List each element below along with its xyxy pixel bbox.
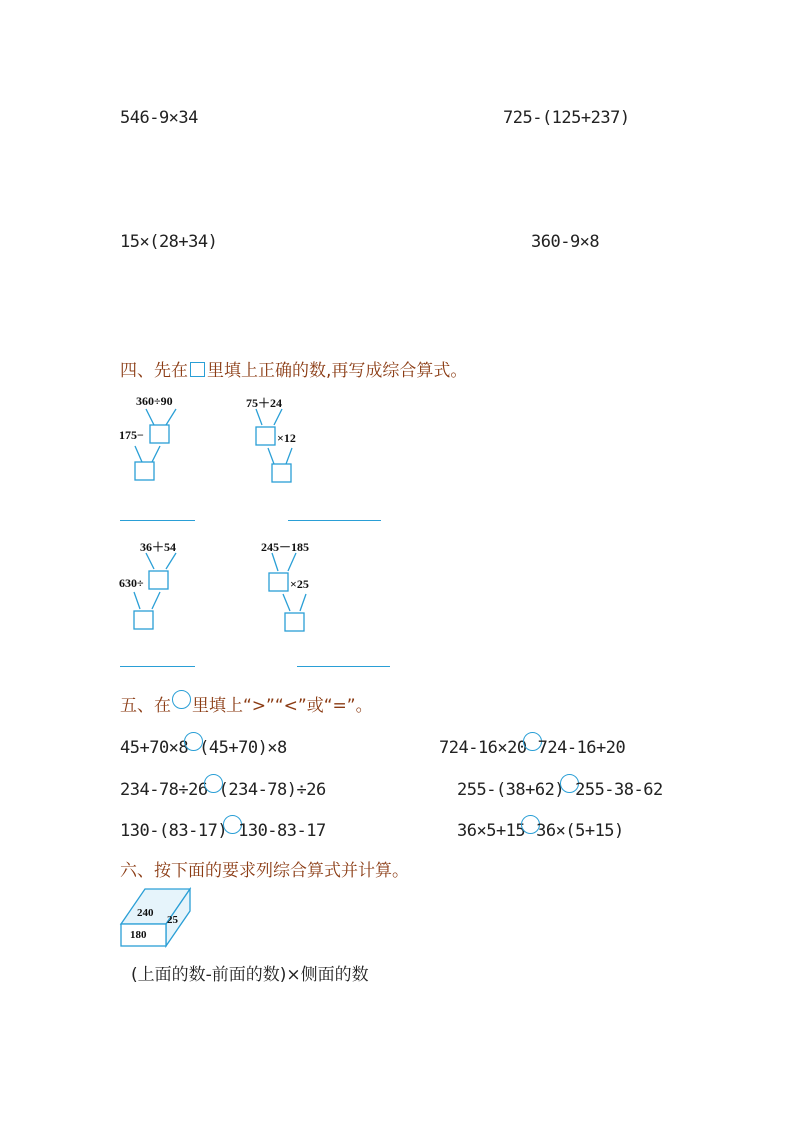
section6-heading: 六、按下面的要求列综合算式并计算。 (120, 861, 409, 881)
section5-heading-pre: 五、在 (120, 696, 171, 716)
tree3-left-operand: 630÷ (119, 576, 144, 590)
compare-left-expr: 130-(83-17) (120, 821, 228, 841)
section5-heading-post: 里填上“>”“<”或“=”。 (192, 696, 373, 716)
compare-right-expr: 724-16+20 (537, 738, 626, 758)
tree3-top-expr: 36＋54 (140, 540, 177, 554)
expression-4: 360-9×8 (531, 232, 600, 252)
tree1-left-operand: 175− (119, 428, 144, 442)
cuboid-side-number: 25 (167, 914, 178, 926)
cuboid-front-number: 180 (130, 929, 147, 941)
compare-right-expr: 130-83-17 (238, 821, 326, 841)
tree2-right-operand: ×12 (277, 431, 296, 445)
section6-requirement: (上面的数-前面的数)×侧面的数 (131, 965, 369, 985)
expression-3: 15×(28+34) (120, 232, 218, 252)
compare-right-expr: (234-78)÷26 (218, 780, 326, 800)
expression-1: 546-9×34 (120, 108, 198, 128)
tree4-top-expr: 245－185 (261, 540, 310, 554)
compare-left-expr: 234-78÷26 (120, 780, 208, 800)
compare-left-expr: 724-16×20 (439, 738, 527, 758)
cuboid-top-number: 240 (137, 907, 154, 919)
section4-heading-pre: 四、先在 (120, 361, 188, 381)
tree4-right-operand: ×25 (290, 577, 309, 591)
compare-left-expr: 45+70×8 (120, 738, 189, 758)
compare-right-expr: (45+70)×8 (199, 738, 287, 758)
compare-left-expr: 255-(38+62) (457, 780, 565, 800)
tree2-top-expr: 75＋24 (246, 396, 283, 410)
compare-right-expr: 36×(5+15) (536, 821, 624, 841)
compare-right-expr: 255-38-62 (575, 780, 663, 800)
compare-left-expr: 36×5+15 (457, 821, 526, 841)
tree1-top-expr: 360÷90 (136, 394, 173, 408)
expression-2: 725-(125+237) (503, 108, 630, 128)
section4-heading-post: 里填上正确的数,再写成综合算式。 (207, 361, 468, 381)
